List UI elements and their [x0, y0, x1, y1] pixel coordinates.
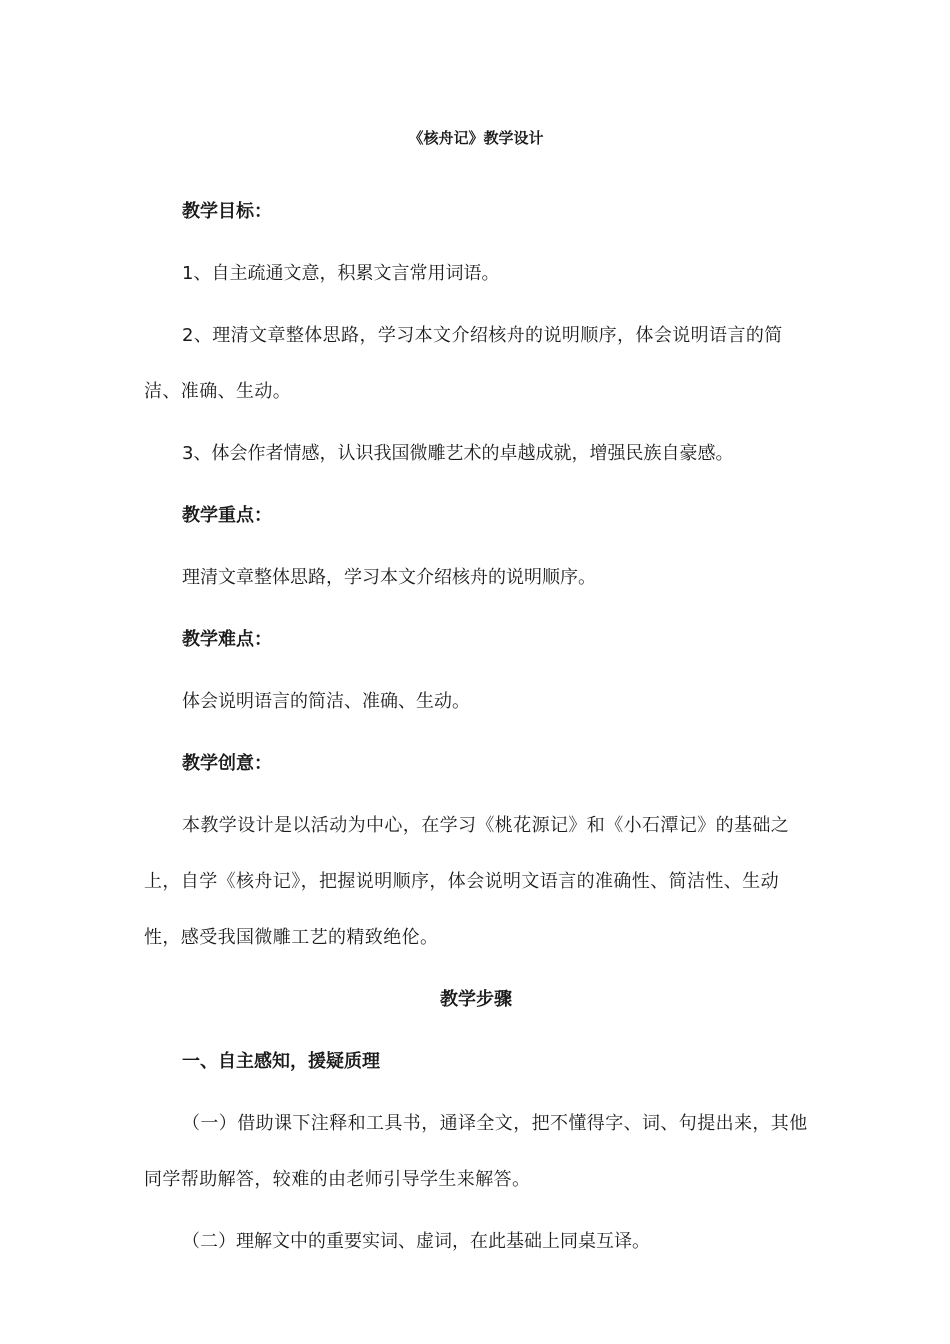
objectives-heading: 教学目标：: [182, 201, 272, 222]
difficulty-heading: 教学难点：: [182, 629, 272, 650]
document-title: 《核舟记》教学设计: [408, 129, 544, 147]
step1-item-1: （一）借助课下注释和工具书，通译全文，把不懂得字、词、句提出来，其他同学帮助解答，较难的由老师引导学生来解答。: [144, 1113, 808, 1190]
keypoint-heading: 教学重点：: [182, 505, 272, 526]
step1-item-2: （二）理解文中的重要实词、虚词，在此基础上同桌互译。: [182, 1231, 650, 1252]
keypoint-text: 理清文章整体思路，学习本文介绍核舟的说明顺序。: [182, 567, 596, 588]
objective-2: 2、理清文章整体思路，学习本文介绍核舟的说明顺序，体会说明语言的简洁、准确、生动。: [144, 325, 783, 402]
objective-3: 3、体会作者情感，认识我国微雕艺术的卓越成就，增强民族自豪感。: [182, 443, 734, 464]
objective-1: 1、自主疏通文意，积累文言常用词语。: [182, 263, 500, 284]
creativity-text: 本教学设计是以活动为中心，在学习《桃花源记》和《小石潭记》的基础之上，自学《核舟记》，把握说明顺序，体会说明文语言的准确性、简洁性、生动性，感受我国微雕工艺的精致绝伦。: [144, 815, 790, 948]
steps-heading: 教学步骤: [440, 989, 512, 1010]
document-page: [144, 118, 808, 1276]
creativity-heading: 教学创意：: [182, 753, 272, 774]
step1-heading: 一、自主感知，援疑质理: [182, 1051, 380, 1072]
difficulty-text: 体会说明语言的简洁、准确、生动。: [182, 691, 470, 712]
